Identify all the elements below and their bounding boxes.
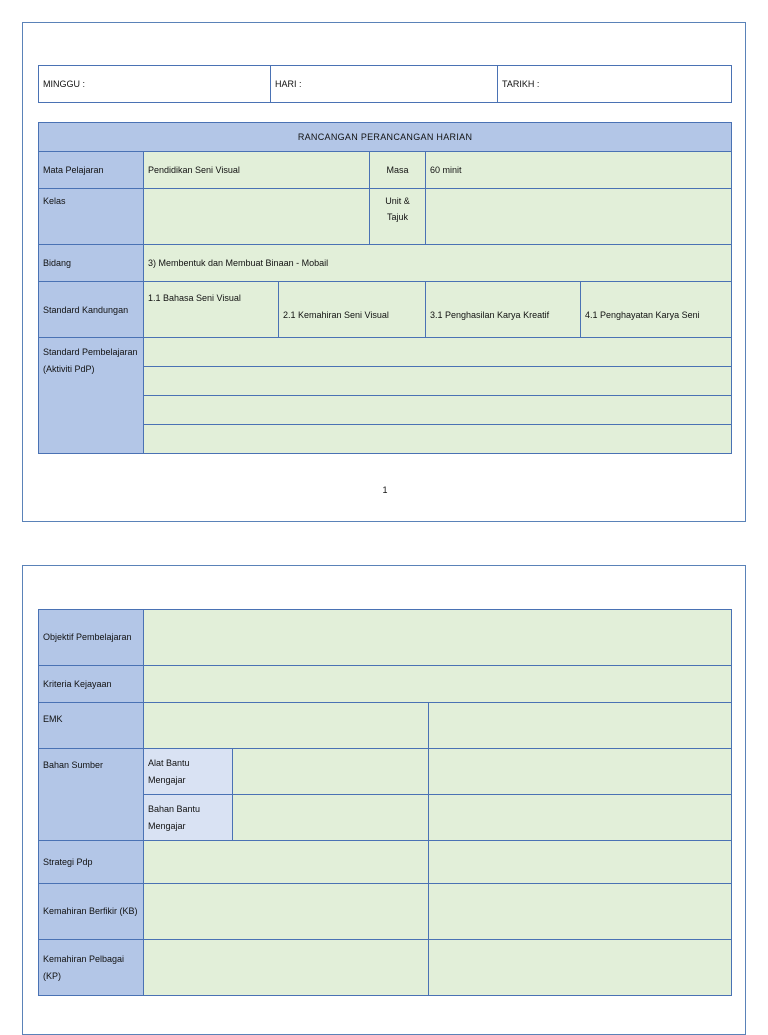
standard-kandungan-4[interactable]: 4.1 Penghayatan Karya Seni [581, 282, 732, 338]
page-2 [22, 565, 746, 1035]
bahan-bantu-value-2[interactable] [429, 795, 732, 841]
unit-tajuk-value[interactable] [426, 189, 732, 245]
emk-value-1[interactable] [144, 703, 429, 749]
standard-pembelajaran-label: Standard Pembelajaran (Aktiviti PdP) [39, 338, 144, 454]
header-table [38, 65, 732, 103]
standard-kandungan-1[interactable]: 1.1 Bahasa Seni Visual [144, 282, 279, 338]
bahan-bantu-label: Bahan Bantu Mengajar [144, 795, 233, 841]
bahan-bantu-value[interactable] [233, 795, 429, 841]
bahan-sumber-label: Bahan Sumber [39, 749, 144, 841]
kriteria-label: Kriteria Kejayaan [39, 666, 144, 703]
kb-value-2[interactable] [429, 884, 732, 940]
strategi-label: Strategi Pdp [39, 841, 144, 884]
kp-value-1[interactable] [144, 940, 429, 996]
kb-value-1[interactable] [144, 884, 429, 940]
masa-label: Masa [370, 152, 426, 189]
table-title: RANCANGAN PERANCANGAN HARIAN [39, 123, 732, 152]
rph-table-2 [38, 609, 732, 996]
emk-value-2[interactable] [429, 703, 732, 749]
objektif-value[interactable] [144, 610, 732, 666]
kb-label: Kemahiran Berfikir (KB) [39, 884, 144, 940]
bidang-value[interactable]: 3) Membentuk dan Membuat Binaan - Mobail [144, 245, 732, 282]
bidang-label: Bidang [39, 245, 144, 282]
mata-pelajaran-label: Mata Pelajaran [39, 152, 144, 189]
objektif-label: Objektif Pembelajaran [39, 610, 144, 666]
standard-kandungan-label: Standard Kandungan [39, 282, 144, 338]
kp-label: Kemahiran Pelbagai (KP) [39, 940, 144, 996]
strategi-value-2[interactable] [429, 841, 732, 884]
unit-tajuk-label: Unit & Tajuk [370, 189, 426, 245]
minggu-field[interactable]: MINGGU : [39, 66, 271, 103]
alat-bantu-value-2[interactable] [429, 749, 732, 795]
masa-value[interactable]: 60 minit [426, 152, 732, 189]
hari-field[interactable]: HARI : [271, 66, 498, 103]
page-number: 1 [382, 485, 388, 495]
page-1 [22, 22, 746, 522]
rph-table [38, 122, 732, 454]
kp-value-2[interactable] [429, 940, 732, 996]
standard-kandungan-3[interactable]: 3.1 Penghasilan Karya Kreatif [426, 282, 581, 338]
standard-pembelajaran-row[interactable] [144, 367, 732, 396]
alat-bantu-value[interactable] [233, 749, 429, 795]
standard-kandungan-2[interactable]: 2.1 Kemahiran Seni Visual [279, 282, 426, 338]
kriteria-value[interactable] [144, 666, 732, 703]
standard-pembelajaran-row[interactable] [144, 396, 732, 425]
kelas-label: Kelas [39, 189, 144, 245]
kelas-value[interactable] [144, 189, 370, 245]
mata-pelajaran-value[interactable]: Pendidikan Seni Visual [144, 152, 370, 189]
emk-label: EMK [39, 703, 144, 749]
standard-pembelajaran-row[interactable] [144, 425, 732, 454]
strategi-value-1[interactable] [144, 841, 429, 884]
standard-pembelajaran-row[interactable] [144, 338, 732, 367]
tarikh-field[interactable]: TARIKH : [498, 66, 732, 103]
alat-bantu-label: Alat Bantu Mengajar [144, 749, 233, 795]
